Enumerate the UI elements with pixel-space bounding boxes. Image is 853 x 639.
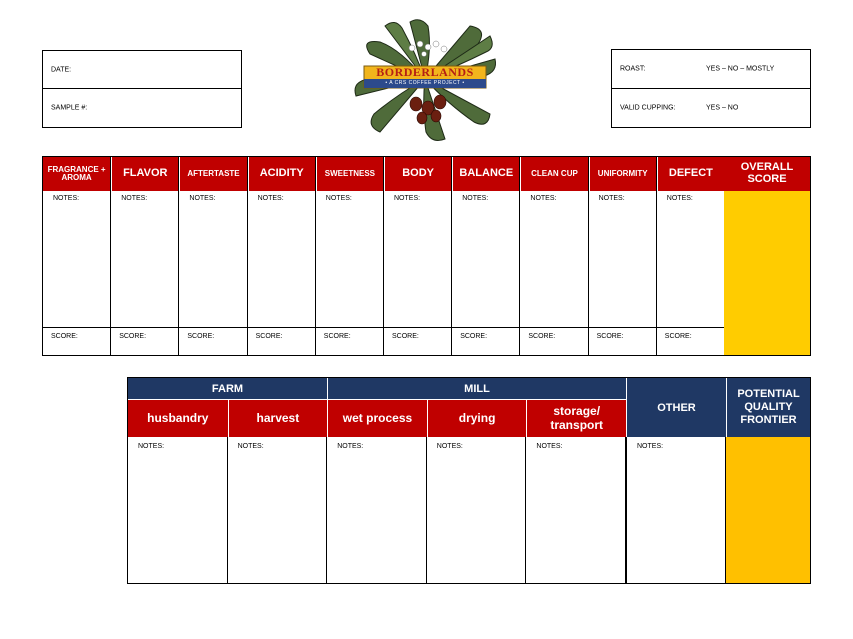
other-header <box>626 378 726 437</box>
roast-options: YES – NO – MOSTLY <box>706 65 775 73</box>
other-notes-column[interactable] <box>626 437 726 583</box>
date-sample-box <box>42 50 242 128</box>
notes-label: NOTES: <box>536 443 563 450</box>
frontier-fill <box>726 437 810 583</box>
cupping-column[interactable] <box>657 157 725 355</box>
notes-label: NOTES: <box>598 195 625 202</box>
notes-label: NOTES: <box>257 195 284 202</box>
notes-label: NOTES: <box>462 195 489 202</box>
borderlands-logo <box>350 14 500 144</box>
score-label: SCORE: <box>187 333 215 340</box>
date-label: DATE: <box>51 66 72 73</box>
origin-notes-column[interactable] <box>228 437 328 583</box>
score-divider <box>43 327 110 328</box>
score-divider <box>520 327 587 328</box>
roast-field[interactable] <box>612 50 810 89</box>
score-label: SCORE: <box>323 333 351 340</box>
overall-score-fill <box>724 191 810 355</box>
other-header-label: OTHER <box>657 401 696 414</box>
notes-label: NOTES: <box>666 195 693 202</box>
score-label: SCORE: <box>119 333 147 340</box>
mill-header-label: MILL <box>464 382 490 395</box>
notes-label: NOTES: <box>237 443 264 450</box>
cupping-column[interactable] <box>316 157 384 355</box>
valid-cupping-label: VALID CUPPING: <box>620 104 676 112</box>
score-label: SCORE: <box>255 333 283 340</box>
cupping-column[interactable] <box>179 157 247 355</box>
cupping-grid <box>42 156 811 356</box>
origin-notes-column[interactable] <box>327 437 427 583</box>
score-divider <box>452 327 519 328</box>
origin-column-header: drying <box>427 399 527 437</box>
cupping-column[interactable] <box>248 157 316 355</box>
origin-notes-column[interactable] <box>526 437 626 583</box>
notes-label: NOTES: <box>189 195 216 202</box>
cupping-column-header: FRAGRANCE + AROMA <box>43 157 110 191</box>
origin-notes-column[interactable] <box>427 437 527 583</box>
cupping-column-header: FLAVOR <box>111 157 178 191</box>
score-label: SCORE: <box>51 333 78 340</box>
cupping-column-header: UNIFORMITY <box>589 157 656 191</box>
other-notes-label: NOTES: <box>637 443 664 450</box>
notes-label: NOTES: <box>138 443 165 450</box>
frontier-header-label: POTENTIAL QUALITY FRONTIER <box>737 387 800 427</box>
cupping-column[interactable] <box>111 157 179 355</box>
cupping-column[interactable] <box>384 157 452 355</box>
score-divider <box>248 327 315 328</box>
sample-field[interactable] <box>43 89 241 127</box>
overall-score-column[interactable] <box>724 157 810 355</box>
notes-label: NOTES: <box>53 195 80 202</box>
cupping-column[interactable] <box>43 157 111 355</box>
notes-label: NOTES: <box>436 443 463 450</box>
overall-score-header: OVERALL SCORE <box>724 157 810 191</box>
score-divider <box>179 327 246 328</box>
roast-label: ROAST: <box>620 65 646 73</box>
score-label: SCORE: <box>528 333 556 340</box>
notes-label: NOTES: <box>337 443 364 450</box>
cupping-column-header: BALANCE <box>452 157 519 191</box>
valid-cupping-options: YES – NO <box>706 104 739 112</box>
cupping-column-header: DEFECT <box>657 157 724 191</box>
cupping-column-header: AFTERTASTE <box>179 157 246 191</box>
score-label: SCORE: <box>664 333 692 340</box>
valid-cupping-field[interactable] <box>612 89 810 128</box>
notes-label: NOTES: <box>325 195 352 202</box>
cupping-column[interactable] <box>589 157 657 355</box>
notes-label: NOTES: <box>394 195 421 202</box>
origin-column-header: husbandry <box>128 399 228 437</box>
score-label: SCORE: <box>596 333 624 340</box>
score-divider <box>316 327 383 328</box>
cupping-column-header: SWEETNESS <box>316 157 383 191</box>
origin-column-header: harvest <box>228 399 328 437</box>
origin-column-header: storage/ transport <box>526 399 626 437</box>
notes-label: NOTES: <box>530 195 557 202</box>
origin-notes-column[interactable] <box>128 437 228 583</box>
score-divider <box>111 327 178 328</box>
cupping-column[interactable] <box>452 157 520 355</box>
roast-cupping-box <box>611 49 811 128</box>
cupping-column-header: CLEAN CUP <box>520 157 587 191</box>
score-label: SCORE: <box>392 333 419 340</box>
score-divider <box>589 327 656 328</box>
notes-label: NOTES: <box>121 195 148 202</box>
score-divider <box>384 327 451 328</box>
date-field[interactable] <box>43 51 241 89</box>
cupping-column-header: BODY <box>384 157 451 191</box>
cupping-column-header: ACIDITY <box>248 157 315 191</box>
frontier-header <box>726 378 810 437</box>
farm-header-label: FARM <box>211 382 244 395</box>
farm-header <box>128 378 328 399</box>
cupping-column[interactable] <box>520 157 588 355</box>
mill-header <box>328 378 626 399</box>
sample-label: SAMPLE #: <box>51 104 88 112</box>
origin-column-header: wet process <box>327 399 427 437</box>
logo-title: BORDERLANDS <box>376 65 474 79</box>
origin-grid <box>127 377 811 584</box>
score-label: SCORE: <box>460 333 488 340</box>
score-divider <box>657 327 724 328</box>
logo-subtitle: • A CRS COFFEE PROJECT • <box>385 80 465 86</box>
